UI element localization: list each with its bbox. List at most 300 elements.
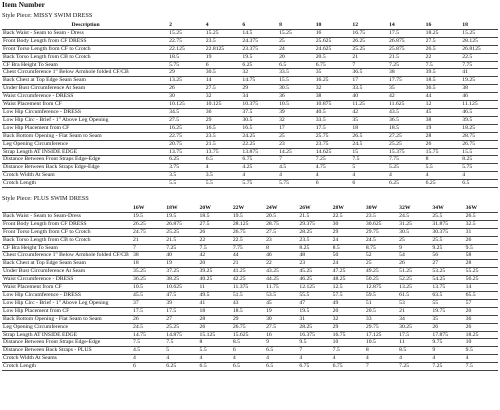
measurement-value: 7.5 xyxy=(166,339,174,346)
measurement-description: Back Bottom Opening - Flat Seam to Seam xyxy=(3,132,102,139)
measurement-value: 16.75 xyxy=(352,29,366,36)
measurement-description: Leg Opening Circumference xyxy=(3,323,69,330)
measurement-value: 44 xyxy=(232,252,239,259)
size-header: 24W xyxy=(266,205,278,212)
table-row xyxy=(2,37,498,45)
measurement-value: 6 xyxy=(205,61,209,68)
measurement-description: Waist Placement from CF xyxy=(3,284,62,291)
measurement-value: 16.5 xyxy=(242,124,253,131)
measurement-value: 27.5 xyxy=(169,116,180,123)
measurement-value: 15 xyxy=(352,148,359,155)
measurement-value: 8 xyxy=(266,244,269,251)
table-row xyxy=(2,69,498,77)
measurement-value: 38.25 xyxy=(166,276,180,283)
measurement-value: 19.5 xyxy=(299,307,310,314)
measurement-value: 47.5 xyxy=(166,292,177,298)
measurement-value: 4 xyxy=(315,172,319,179)
measurement-value: 32 xyxy=(332,315,339,322)
measurement-value: 17.5 xyxy=(133,307,143,314)
measurement-value: 63.5 xyxy=(432,292,443,298)
measurement-value: 15.25 xyxy=(169,29,182,36)
measurement-value: 24.5 xyxy=(365,236,376,243)
measurement-value: 25.5 xyxy=(432,212,443,219)
measurement-value: 39 xyxy=(166,299,172,306)
measurement-description: Back Bottom Opening - Flat Seam to Seam xyxy=(3,315,102,322)
measurement-value: 27.5 xyxy=(425,37,436,44)
measurement-value: 21.5 xyxy=(388,53,399,60)
measurement-value: 6.25 xyxy=(425,180,436,187)
table-row xyxy=(2,323,498,331)
measurement-value: 18 xyxy=(352,124,359,131)
measurement-value: 26 xyxy=(169,85,175,92)
table-row xyxy=(2,228,498,236)
measurement-value: 15.25 xyxy=(205,29,219,36)
measurement-value: 49.5 xyxy=(199,292,210,298)
measurement-value: 22.5 xyxy=(462,53,473,60)
measurement-value: 19.5 xyxy=(166,212,177,219)
measurement-value: 26 xyxy=(425,140,432,147)
table-row xyxy=(2,331,498,339)
measurement-value: 7.5 xyxy=(199,244,207,251)
measurement-value: 49 xyxy=(332,299,339,306)
measurement-value: 35.25 xyxy=(133,268,146,275)
measurement-description: Front Torso Length from CF to Crotch xyxy=(3,228,91,235)
table-row xyxy=(2,363,498,371)
measurement-value: 8.75 xyxy=(365,244,376,251)
plus-header-row xyxy=(2,205,498,212)
measurement-value: 26 xyxy=(399,260,405,267)
measurement-value: 14.875 xyxy=(166,331,182,338)
measurement-value: 30.5 xyxy=(279,85,290,92)
measurement-value: 53 xyxy=(399,299,405,306)
size-header: 22W xyxy=(232,205,245,212)
measurement-value: 51 xyxy=(365,299,372,306)
measurement-description: Low Hip Circ - Brief - 1" Above Leg Opening xyxy=(3,116,109,123)
measurement-value: 5.5 xyxy=(199,347,207,354)
size-header: 36W xyxy=(465,205,478,212)
measurement-value: 17.125 xyxy=(365,331,382,338)
measurement-value: 15.25 xyxy=(462,29,476,36)
measurement-description: Low Hip Circumference - DRESS xyxy=(3,108,82,115)
measurement-value: 25.75 xyxy=(315,132,329,139)
measurement-value: 26.5 xyxy=(425,45,436,52)
measurement-value: 23.5 xyxy=(205,132,216,139)
size-header: 28W xyxy=(332,205,344,212)
measurement-value: 6 xyxy=(133,363,136,370)
measurement-value: 4 xyxy=(166,355,170,362)
measurement-value: 29 xyxy=(232,315,239,322)
measurement-value: 45.25 xyxy=(299,268,313,275)
measurement-value: 40 xyxy=(166,252,172,259)
missy-header-row xyxy=(2,22,498,29)
measurement-value: 6.25 xyxy=(242,61,253,68)
measurement-value: 24.25 xyxy=(242,132,256,139)
measurement-value: 47 xyxy=(299,299,306,306)
measurement-value: 49.25 xyxy=(365,268,379,275)
measurement-value: 4 xyxy=(299,355,303,362)
measurement-value: 23.5 xyxy=(205,37,216,44)
measurement-value: 26.875 xyxy=(388,37,405,44)
table-row xyxy=(2,164,498,172)
measurement-value: 26 xyxy=(465,236,472,243)
measurement-value: 31 xyxy=(299,315,306,322)
measurement-value: 32.5 xyxy=(465,220,476,227)
measurement-value: 30.5 xyxy=(205,69,216,76)
measurement-value: 13.25 xyxy=(169,77,182,84)
measurement-value: 6.75 xyxy=(315,61,326,68)
table-row xyxy=(2,45,498,53)
table-row xyxy=(2,220,498,228)
measurement-value: 6 xyxy=(315,180,319,187)
measurement-value: 18.5 xyxy=(232,307,243,314)
measurement-value: 36 xyxy=(279,93,285,100)
measurement-value: 15.125 xyxy=(199,331,216,338)
measurement-description: Front Body Length from CF DRESS xyxy=(3,37,87,44)
measurement-value: 7 xyxy=(279,156,282,163)
measurement-value: 35 xyxy=(388,85,395,92)
measurement-description: Back Waist - Seam to Seam - Dress xyxy=(3,29,84,36)
table-row xyxy=(2,180,498,188)
measurement-value: 9 xyxy=(266,339,269,346)
measurement-value: 7.25 xyxy=(166,244,177,251)
measurement-value: 17.75 xyxy=(388,77,402,84)
measurement-value: 30 xyxy=(169,93,175,100)
measurement-value: 26.25 xyxy=(352,37,366,44)
measurement-value: 20 xyxy=(279,53,285,60)
measurement-value: 28.125 xyxy=(232,220,249,227)
measurement-value: 32 xyxy=(242,69,249,76)
measurement-value: 44.25 xyxy=(266,276,279,283)
measurement-value: 10.125 xyxy=(205,101,222,108)
plus-spec-table xyxy=(2,205,498,371)
table-row xyxy=(2,236,498,244)
measurement-value: 14 xyxy=(205,77,212,84)
measurement-value: 29 xyxy=(169,69,175,76)
measurement-value: 9.5 xyxy=(299,339,307,346)
measurement-value: 4 xyxy=(199,355,203,362)
measurement-value: 35 xyxy=(432,315,439,322)
measurement-value: 27.5 xyxy=(205,85,216,92)
measurement-value: 5.75 xyxy=(279,180,290,187)
measurement-value: 4.25 xyxy=(242,164,253,171)
measurement-value: 21.5 xyxy=(166,236,177,243)
measurement-value: 11.625 xyxy=(388,101,405,108)
measurement-description: Low Hip Circumference - DRESS xyxy=(3,292,82,298)
table-row xyxy=(2,299,498,307)
measurement-value: 55 xyxy=(432,299,439,306)
measurement-value: 13.25 xyxy=(399,284,412,291)
measurement-value: 37.25 xyxy=(166,268,180,275)
measurement-value: 6.75 xyxy=(332,363,343,370)
measurement-value: 19.5 xyxy=(232,212,243,219)
measurement-value: 6 xyxy=(352,180,356,187)
table-row xyxy=(2,252,498,260)
measurement-value: 7 xyxy=(133,244,136,251)
measurement-value: 34 xyxy=(399,315,405,322)
measurement-value: 4 xyxy=(133,355,136,362)
measurement-value: 55.25 xyxy=(465,268,479,275)
measurement-value: 19 xyxy=(166,260,172,267)
measurement-description: Waist Circumference - DRESS xyxy=(3,276,74,283)
measurement-value: 10.5 xyxy=(365,339,376,346)
measurement-value: 32 xyxy=(205,93,212,100)
measurement-value: 20.75 xyxy=(169,140,182,147)
measurement-value: 41 xyxy=(199,299,206,306)
measurement-value: 27.5 xyxy=(266,228,277,235)
measurement-value: 17.875 xyxy=(432,331,449,338)
measurement-value: 7.5 xyxy=(352,156,360,163)
measurement-value: 36.5 xyxy=(352,69,363,76)
measurement-value: 42 xyxy=(352,108,359,115)
measurement-value: 11 xyxy=(399,339,405,346)
measurement-value: 25.25 xyxy=(166,323,180,330)
table-row xyxy=(2,268,498,276)
measurement-value: 57.5 xyxy=(332,292,343,298)
measurement-value: 33.5 xyxy=(315,116,326,123)
measurement-value: 25.875 xyxy=(388,45,405,52)
size-header: 6 xyxy=(242,22,246,28)
measurement-value: 14.5 xyxy=(242,29,253,36)
measurement-value: 6.25 xyxy=(169,156,180,163)
measurement-value: 40.25 xyxy=(199,276,213,283)
measurement-value: 25.25 xyxy=(166,228,180,235)
measurement-value: 5 xyxy=(352,164,356,171)
measurement-value: 24 xyxy=(279,45,285,52)
measurement-value: 7.5 xyxy=(133,339,141,346)
measurement-description: Low Hip Placement from CF xyxy=(3,124,70,131)
measurement-value: 18 xyxy=(133,260,139,267)
measurement-value: 47.25 xyxy=(332,268,346,275)
measurement-value: 26.25 xyxy=(133,220,146,227)
measurement-value: 7.5 xyxy=(425,61,433,68)
table-row xyxy=(2,108,498,116)
measurement-value: 26 xyxy=(199,228,206,235)
measurement-value: 16 xyxy=(266,331,272,338)
measurement-value: 4 xyxy=(232,355,236,362)
measurement-value: 17.5 xyxy=(388,29,399,36)
measurement-value: 26.8125 xyxy=(462,45,481,52)
measurement-value: 26 xyxy=(465,323,472,330)
measurement-value: 30.625 xyxy=(365,220,382,227)
measurement-value: 14.75 xyxy=(133,331,146,338)
item-number-heading: Item Number xyxy=(2,0,45,9)
measurement-value: 16.25 xyxy=(315,77,329,84)
measurement-value: 27.25 xyxy=(388,132,402,139)
size-header: 26W xyxy=(299,205,311,212)
measurement-value: 9.5 xyxy=(465,244,473,251)
measurement-description: Chest Circumference 1" Below Armhole folded CF/CB xyxy=(3,252,129,259)
measurement-value: 22.5 xyxy=(332,212,343,219)
measurement-value: 41 xyxy=(462,69,468,76)
measurement-value: 25.5 xyxy=(432,236,443,243)
measurement-value: 54.25 xyxy=(432,276,446,283)
measurement-description: CF Bra Height To Seam xyxy=(3,61,58,68)
measurement-value: 26.75 xyxy=(232,228,246,235)
measurement-value: 22.125 xyxy=(169,45,185,52)
measurement-value: 13.75 xyxy=(432,284,446,291)
table-row xyxy=(2,53,498,61)
measurement-value: 19.25 xyxy=(462,77,476,84)
measurement-value: 26.5 xyxy=(352,132,363,139)
measurement-value: 38 xyxy=(315,93,322,100)
measurement-value: 25 xyxy=(279,37,285,44)
measurement-value: 14.25 xyxy=(279,148,292,155)
measurement-value: 7.75 xyxy=(388,156,399,163)
measurement-value: 30.5 xyxy=(242,116,253,123)
measurement-value: 21 xyxy=(232,260,239,267)
measurement-value: 45 xyxy=(266,299,272,306)
measurement-value: 20 xyxy=(465,307,472,314)
measurement-value: 23 xyxy=(279,140,285,147)
measurement-description: Back Chest at Top Edge Seam Seam xyxy=(3,260,86,267)
measurement-description: Under Bust Circumference At Seam xyxy=(3,268,86,275)
measurement-value: 46 xyxy=(266,252,272,259)
measurement-value: 27.5 xyxy=(266,323,277,330)
measurement-value: 22 xyxy=(425,53,432,60)
measurement-value: 5.5 xyxy=(425,164,433,171)
measurement-value: 25 xyxy=(279,132,285,139)
measurement-value: 18.5 xyxy=(425,77,436,84)
measurement-value: 42.25 xyxy=(232,276,246,283)
measurement-value: 18.5 xyxy=(169,53,180,60)
measurement-value: 13.75 xyxy=(169,148,182,155)
measurement-value: 16.75 xyxy=(332,331,346,338)
measurement-value: 14.75 xyxy=(242,77,256,84)
table-row xyxy=(2,124,498,132)
measurement-value: 13.75 xyxy=(205,148,219,155)
measurement-value: 65.5 xyxy=(465,292,476,298)
table-row xyxy=(2,212,498,220)
measurement-value: 31.25 xyxy=(399,220,412,227)
measurement-value: 28.25 xyxy=(299,323,313,330)
measurement-value: 23.5 xyxy=(365,212,376,219)
measurement-value: 8.25 xyxy=(299,244,310,251)
measurement-value: 55.5 xyxy=(299,292,310,298)
measurement-value: 11 xyxy=(199,284,206,291)
measurement-value: 6.25 xyxy=(166,363,177,370)
measurement-value: 22.5 xyxy=(232,236,243,243)
measurement-value: 42 xyxy=(199,252,206,259)
measurement-value: 30 xyxy=(332,220,339,227)
measurement-description: Front Torso Length from CF to Crotch xyxy=(3,45,91,52)
measurement-value: 36.5 xyxy=(425,85,436,92)
size-header: 18W xyxy=(166,205,178,212)
measurement-value: 18.25 xyxy=(462,124,476,131)
measurement-value: 4.5 xyxy=(133,347,141,354)
measurement-value: 26.75 xyxy=(462,140,476,147)
measurement-value: 29 xyxy=(242,85,249,92)
measurement-value: 10.875 xyxy=(315,101,332,108)
measurement-value: 30.25 xyxy=(399,323,412,330)
measurement-value: 20 xyxy=(199,260,206,267)
measurement-value: 20.5 xyxy=(266,212,277,219)
measurement-value: 38 xyxy=(425,116,432,123)
measurement-value: 10 xyxy=(332,339,339,346)
measurement-value: 40 xyxy=(352,93,359,100)
measurement-description: Front Body Length from CF DRESS xyxy=(3,220,87,227)
measurement-value: 22.75 xyxy=(169,37,182,44)
measurement-value: 9 xyxy=(432,347,436,354)
measurement-value: 6.5 xyxy=(199,363,207,370)
measurement-value: 9 xyxy=(399,244,402,251)
measurement-description: Distance Between Front Straps Edge-Edge xyxy=(3,339,101,346)
measurement-value: 17.5 xyxy=(315,124,326,131)
plus-style-label: Style Piece: PLUS SWIM DRESS xyxy=(2,195,89,203)
measurement-value: 23.5 xyxy=(299,236,310,243)
measurement-value: 27 xyxy=(166,315,172,322)
measurement-value: 17 xyxy=(352,77,359,84)
measurement-value: 25.625 xyxy=(315,37,332,44)
table-row xyxy=(2,260,498,268)
measurement-value: 50.25 xyxy=(365,276,379,283)
measurement-value: 8.5 xyxy=(232,339,240,346)
measurement-value: 13.875 xyxy=(242,148,259,155)
measurement-value: 16 xyxy=(315,29,322,36)
measurement-value: 24.375 xyxy=(242,37,259,44)
measurement-value: 15.625 xyxy=(232,331,249,338)
measurement-description: Back Chest at Top Edge Seam Seam xyxy=(3,77,86,84)
measurement-value: 27.5 xyxy=(199,220,210,227)
measurement-value: 53.25 xyxy=(432,268,446,275)
measurement-value: 20.5 xyxy=(365,307,376,314)
measurement-value: 28 xyxy=(465,260,472,267)
measurement-value: 30 xyxy=(266,315,272,322)
measurement-value: 42 xyxy=(388,93,395,100)
measurement-value: 22.8125 xyxy=(205,45,225,52)
measurement-value: 45 xyxy=(425,108,432,115)
measurement-value: 4 xyxy=(399,355,402,362)
measurement-value: 5.25 xyxy=(388,164,399,171)
measurement-value: 7.75 xyxy=(232,244,243,251)
measurement-value: 21 xyxy=(133,236,139,243)
table-row xyxy=(2,315,498,323)
measurement-value: 4 xyxy=(266,355,269,362)
measurement-value: 26.875 xyxy=(166,220,182,227)
measurement-value: 4 xyxy=(352,172,356,179)
measurement-value: 61.5 xyxy=(399,292,410,298)
measurement-value: 29 xyxy=(205,116,212,123)
measurement-value: 31.875 xyxy=(432,220,449,227)
measurement-value: 38 xyxy=(388,69,395,76)
measurement-value: 4 xyxy=(242,172,246,179)
table-row xyxy=(2,172,498,180)
measurement-value: 24.75 xyxy=(133,228,146,235)
measurement-description: Crotch Length xyxy=(3,363,37,370)
measurement-value: 12.125 xyxy=(299,284,315,291)
measurement-value: 22 xyxy=(266,260,272,267)
measurement-value: 19 xyxy=(266,307,272,314)
measurement-value: 24.5 xyxy=(352,140,363,147)
measurement-value: 39 xyxy=(279,108,285,115)
measurement-value: 8.5 xyxy=(399,347,407,354)
size-header: 18 xyxy=(462,22,468,28)
measurement-value: 32 xyxy=(315,85,322,92)
measurement-value: 25 xyxy=(365,260,372,267)
measurement-value: 4 xyxy=(432,355,436,362)
measurement-value: 41.25 xyxy=(232,268,246,275)
measurement-value: 4 xyxy=(462,172,466,179)
measurement-value: 22.75 xyxy=(169,132,182,139)
measurement-value: 17.5 xyxy=(399,331,410,338)
measurement-value: 11.75 xyxy=(266,284,279,291)
measurement-value: 48.25 xyxy=(332,276,346,283)
measurement-value: 18.5 xyxy=(199,212,210,219)
measurement-value: 6 xyxy=(232,347,236,354)
measurement-value: 25.25 xyxy=(388,140,402,147)
measurement-value: 37.5 xyxy=(242,108,253,115)
measurement-value: 7.25 xyxy=(388,61,399,68)
measurement-value: 5.5 xyxy=(169,180,177,187)
